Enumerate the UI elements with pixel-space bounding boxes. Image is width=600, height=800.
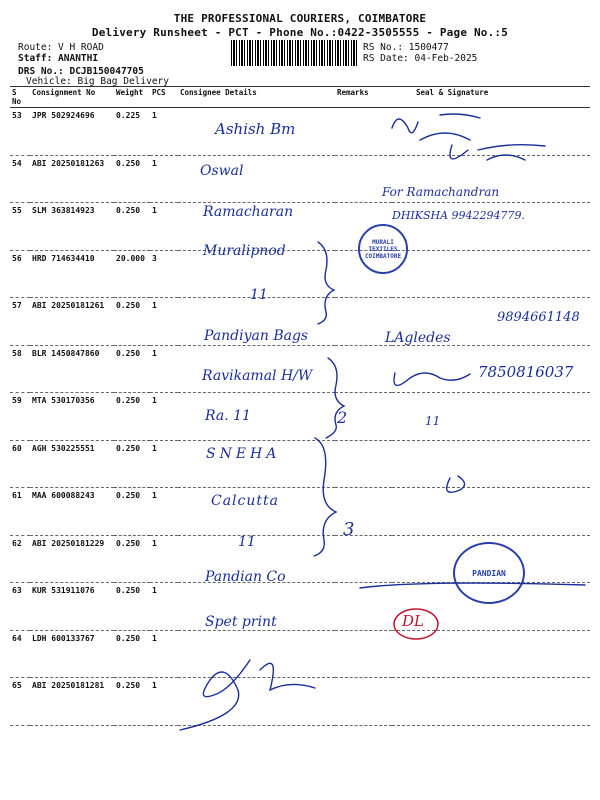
handwritten-phone-58: 9894661148: [497, 310, 580, 325]
row-pcs: 1: [150, 108, 178, 156]
row-sno: 60: [10, 440, 30, 488]
signature-54: [450, 145, 545, 160]
row-sno: 62: [10, 535, 30, 583]
handwritten-phone-59: 7850816037: [478, 363, 574, 381]
signature-64: [360, 583, 585, 588]
handwritten-consignee-62: Calcutta: [211, 493, 279, 509]
row-weight: 0.250: [114, 678, 150, 726]
row-sno: 54: [10, 155, 30, 203]
row-pcs: 3: [150, 250, 178, 298]
handwritten-consignee-63: 11: [238, 534, 256, 550]
row-sno: 57: [10, 298, 30, 346]
row-sno: 59: [10, 393, 30, 441]
row-consignment-no: JPR 502924696: [30, 108, 114, 156]
col-seal-signature: Seal & Signature: [392, 87, 590, 108]
row-sno: 64: [10, 630, 30, 678]
row-consignment-no: AGH 530225551: [30, 440, 114, 488]
handwritten-consignee-58: Pandiyan Bags: [204, 328, 309, 344]
row-weight: 0.250: [114, 583, 150, 631]
row-sno: 55: [10, 203, 30, 251]
handwritten-consignee-60: Ra. 11: [205, 408, 251, 424]
row-pcs: 1: [150, 488, 178, 536]
brace-count-2: 2: [337, 408, 348, 427]
handwritten-mark-60: 11: [425, 414, 441, 428]
drs-number: DRS No.: DCJB150047705: [18, 66, 144, 77]
row-sno: 58: [10, 345, 30, 393]
row-consignment-no: HRD 714634410: [30, 250, 114, 298]
row-sno: 61: [10, 488, 30, 536]
row-pcs: 1: [150, 630, 178, 678]
rs-number: RS No.: 1500477: [363, 42, 449, 53]
row-consignment-no: ABI 20250181281: [30, 678, 114, 726]
col-weight: Weight: [114, 87, 150, 108]
row-pcs: 1: [150, 155, 178, 203]
handwritten-signature-55-a: For Ramachandran: [382, 185, 500, 199]
row-sno: 63: [10, 583, 30, 631]
rs-date: RS Date: 04-Feb-2025: [363, 53, 478, 64]
handwritten-consignee-54: Oswal: [200, 163, 244, 179]
handwritten-consignee-65: Spet print: [205, 614, 277, 630]
row-consignment-no: MTA 530170356: [30, 393, 114, 441]
row-consignment-no: KUR 531911076: [30, 583, 114, 631]
company-title: THE PROFESSIONAL COURIERS, COIMBATORE: [173, 12, 427, 25]
staff-label: Staff: ANANTHI: [18, 53, 99, 64]
row-weight: 0.250: [114, 630, 150, 678]
handwritten-signature-58: LAgledes: [385, 330, 451, 346]
main-signature: [180, 660, 315, 730]
row-pcs: 1: [150, 535, 178, 583]
row-consignment-no: LDH 600133767: [30, 630, 114, 678]
row-weight: 0.250: [114, 393, 150, 441]
handwritten-consignee-64: Pandian Co: [205, 569, 286, 585]
col-pcs: PCS: [150, 87, 178, 108]
col-consignee: Consignee Details: [178, 87, 335, 108]
row-weight: 0.250: [114, 345, 150, 393]
brace-59-60: [326, 358, 344, 438]
col-sno: S No: [10, 87, 30, 108]
row-sno: 56: [10, 250, 30, 298]
runsheet-subtitle: Delivery Runsheet - PCT - Phone No.:0422-3505555 - Page No.:5: [91, 26, 509, 39]
row-pcs: 1: [150, 345, 178, 393]
route-label: Route: V H ROAD: [18, 42, 104, 53]
row-consignment-no: ABI 20250181229: [30, 535, 114, 583]
row-pcs: 1: [150, 298, 178, 346]
murali-textiles-stamp: MURALI TEXTILES COIMBATORE: [358, 224, 408, 274]
row-consignment-no: ABI 20250181263: [30, 155, 114, 203]
row-consignment-no: MAA 600088243: [30, 488, 114, 536]
row-weight: 0.250: [114, 155, 150, 203]
row-weight: 0.250: [114, 203, 150, 251]
row-weight: 20.000: [114, 250, 150, 298]
row-weight: 0.250: [114, 440, 150, 488]
brace-count-3: 3: [343, 519, 355, 540]
dl-circle: [394, 609, 438, 639]
handwritten-signature-55-b: DHIKSHA 9942294779.: [392, 209, 526, 222]
col-consignment: Consignment No: [30, 87, 114, 108]
handwritten-consignee-57: 11: [250, 287, 268, 303]
col-remarks: Remarks: [335, 87, 392, 108]
handwritten-consignee-56: Muralipnod: [203, 243, 286, 259]
row-weight: 0.250: [114, 488, 150, 536]
signature-53: [392, 114, 480, 140]
row-pcs: 1: [150, 203, 178, 251]
row-consignment-no: ABI 20250181261: [30, 298, 114, 346]
signature-62: [447, 476, 465, 492]
row-sno: 53: [10, 108, 30, 156]
handwritten-consignee-55: Ramacharan: [203, 204, 294, 220]
row-weight: 0.250: [114, 298, 150, 346]
handwritten-consignee-53: Ashish Bm: [215, 120, 296, 138]
row-weight: 0.250: [114, 535, 150, 583]
brace-56-57: [318, 242, 334, 324]
handwritten-consignee-61: SNEHA: [206, 446, 281, 462]
dl-mark: DL: [402, 612, 424, 630]
row-pcs: 1: [150, 678, 178, 726]
signature-59: [394, 373, 470, 385]
row-sno: 65: [10, 678, 30, 726]
row-consignment-no: SLM 363814923: [30, 203, 114, 251]
pandian-stamp: PANDIAN: [453, 542, 525, 604]
row-pcs: 1: [150, 393, 178, 441]
row-pcs: 1: [150, 583, 178, 631]
row-pcs: 1: [150, 440, 178, 488]
handwritten-consignee-59: Ravikamal H/W: [202, 368, 313, 384]
vehicle-label: Vehicle: Big Bag Delivery: [26, 76, 169, 87]
row-consignment-no: BLR 1450847860: [30, 345, 114, 393]
row-weight: 0.225: [114, 108, 150, 156]
brace-61-63: [314, 438, 336, 556]
